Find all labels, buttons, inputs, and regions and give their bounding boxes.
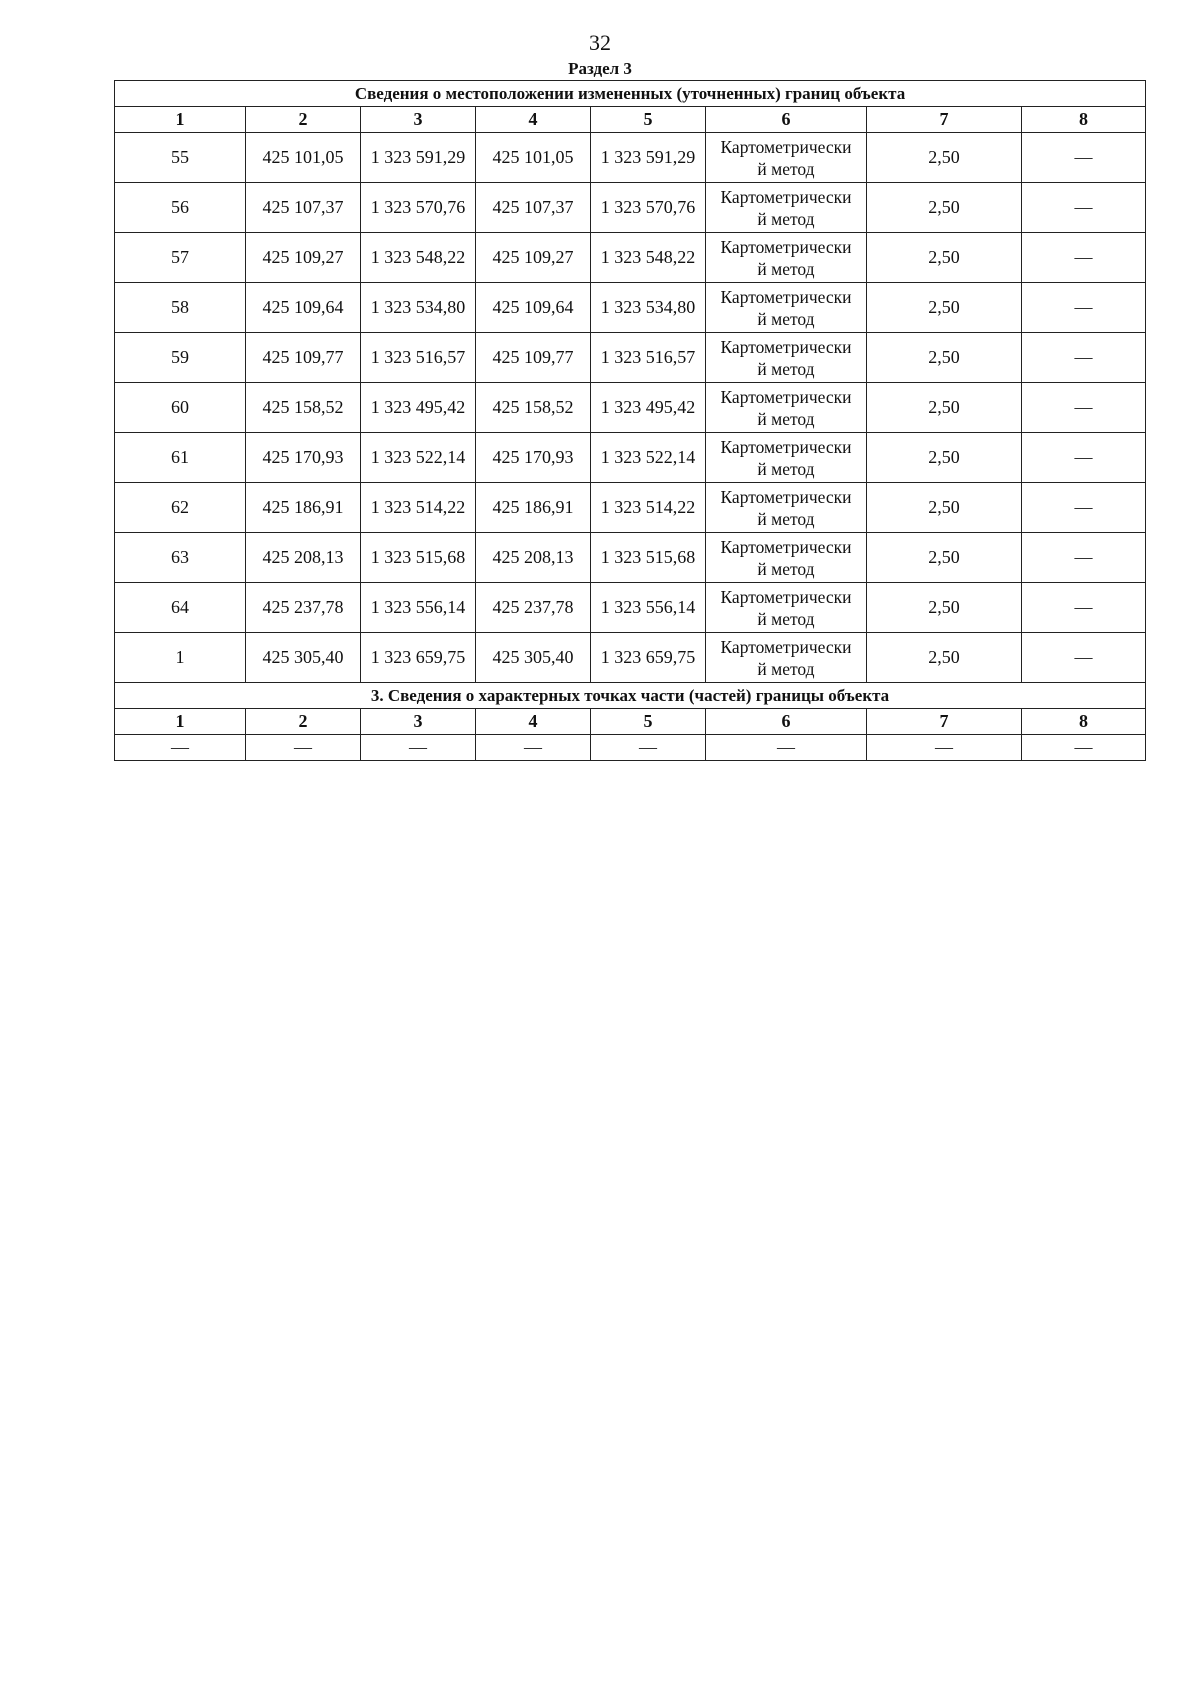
x-coordinate-existing-cell: 425 208,13	[246, 533, 361, 583]
point-number-cell: 56	[115, 183, 246, 233]
x-coordinate-existing-cell: 425 109,77	[246, 333, 361, 383]
point-number-cell: 64	[115, 583, 246, 633]
page-number: 32	[589, 30, 611, 55]
accuracy-cell: 2,50	[867, 583, 1022, 633]
column-number: 1	[115, 107, 246, 133]
note-cell: —	[1022, 133, 1146, 183]
x-coordinate-existing-cell: 425 186,91	[246, 483, 361, 533]
table-row	[115, 283, 1146, 333]
y-coordinate-refined-cell: 1 323 514,22	[591, 483, 706, 533]
column-number: 7	[867, 709, 1022, 735]
y-coordinate-existing-cell: 1 323 548,22	[361, 233, 476, 283]
x-coordinate-refined-cell: 425 109,77	[476, 333, 591, 383]
note-cell: —	[1022, 283, 1146, 333]
table-row	[115, 333, 1146, 383]
method-cell	[706, 583, 867, 633]
y-coordinate-existing-cell: 1 323 515,68	[361, 533, 476, 583]
y-coordinate-existing-cell: 1 323 534,80	[361, 283, 476, 333]
method-text-line1: Картометрически	[720, 236, 852, 257]
method-text-line1: Картометрически	[720, 536, 852, 557]
y-coordinate-refined-cell: 1 323 659,75	[591, 633, 706, 683]
column-number: 2	[246, 709, 361, 735]
column-number: 6	[706, 709, 867, 735]
accuracy-cell: 2,50	[867, 333, 1022, 383]
x-coordinate-refined-cell: 425 109,64	[476, 283, 591, 333]
method-cell	[706, 283, 867, 333]
method-text-line1: Картометрически	[720, 336, 852, 357]
accuracy-cell: 2,50	[867, 383, 1022, 433]
method-cell	[706, 183, 867, 233]
method-text-line2: й метод	[757, 558, 815, 579]
parts-column-number-row	[115, 709, 1146, 735]
table-row	[115, 533, 1146, 583]
note-cell: —	[1022, 233, 1146, 283]
accuracy-cell: 2,50	[867, 133, 1022, 183]
table-row	[115, 233, 1146, 283]
note-cell: —	[1022, 183, 1146, 233]
x-coordinate-existing-cell: 425 107,37	[246, 183, 361, 233]
column-number: 1	[115, 709, 246, 735]
note-cell: —	[1022, 533, 1146, 583]
x-coordinate-refined-cell: 425 101,05	[476, 133, 591, 183]
accuracy-cell: 2,50	[867, 233, 1022, 283]
column-number: 8	[1022, 107, 1146, 133]
empty-cell: —	[246, 735, 361, 761]
table-row	[115, 433, 1146, 483]
point-number-cell: 1	[115, 633, 246, 683]
method-cell	[706, 233, 867, 283]
table-row	[115, 633, 1146, 683]
y-coordinate-refined-cell: 1 323 522,14	[591, 433, 706, 483]
method-cell	[706, 383, 867, 433]
x-coordinate-existing-cell: 425 109,64	[246, 283, 361, 333]
point-number-cell: 55	[115, 133, 246, 183]
y-coordinate-existing-cell: 1 323 516,57	[361, 333, 476, 383]
point-number-cell: 60	[115, 383, 246, 433]
method-cell	[706, 133, 867, 183]
method-text-line2: й метод	[757, 658, 815, 679]
empty-cell: —	[361, 735, 476, 761]
x-coordinate-existing-cell: 425 237,78	[246, 583, 361, 633]
x-coordinate-existing-cell: 425 158,52	[246, 383, 361, 433]
table-caption-row	[115, 81, 1146, 107]
method-cell	[706, 633, 867, 683]
accuracy-cell: 2,50	[867, 183, 1022, 233]
table-row	[115, 583, 1146, 633]
method-text-line2: й метод	[757, 508, 815, 529]
x-coordinate-refined-cell: 425 109,27	[476, 233, 591, 283]
accuracy-cell: 2,50	[867, 283, 1022, 333]
column-number: 5	[591, 709, 706, 735]
y-coordinate-existing-cell: 1 323 556,14	[361, 583, 476, 633]
note-cell: —	[1022, 483, 1146, 533]
x-coordinate-refined-cell: 425 186,91	[476, 483, 591, 533]
column-number: 6	[706, 107, 867, 133]
point-number-cell: 62	[115, 483, 246, 533]
method-text-line1: Картометрически	[720, 136, 852, 157]
x-coordinate-refined-cell: 425 158,52	[476, 383, 591, 433]
accuracy-cell: 2,50	[867, 433, 1022, 483]
x-coordinate-existing-cell: 425 101,05	[246, 133, 361, 183]
note-cell: —	[1022, 383, 1146, 433]
accuracy-cell: 2,50	[867, 483, 1022, 533]
method-text-line1: Картометрически	[720, 436, 852, 457]
column-number: 3	[361, 709, 476, 735]
table-row	[115, 383, 1146, 433]
column-number: 7	[867, 107, 1022, 133]
table-caption: Сведения о местоположении измененных (уточненных) границ объекта	[115, 81, 1146, 107]
section-title: Раздел 3	[568, 59, 632, 78]
method-text-line2: й метод	[757, 158, 815, 179]
parts-caption-row	[115, 683, 1146, 709]
method-text-line1: Картометрически	[720, 286, 852, 307]
empty-cell: —	[476, 735, 591, 761]
empty-cell: —	[591, 735, 706, 761]
column-number-row	[115, 107, 1146, 133]
method-text-line1: Картометрически	[720, 386, 852, 407]
empty-cell: —	[1022, 735, 1146, 761]
y-coordinate-refined-cell: 1 323 534,80	[591, 283, 706, 333]
empty-cell: —	[115, 735, 246, 761]
point-number-cell: 61	[115, 433, 246, 483]
accuracy-cell: 2,50	[867, 633, 1022, 683]
column-number: 8	[1022, 709, 1146, 735]
method-text-line1: Картометрически	[720, 486, 852, 507]
parts-caption: 3. Сведения о характерных точках части (частей) границы объекта	[115, 683, 1146, 709]
x-coordinate-refined-cell: 425 107,37	[476, 183, 591, 233]
y-coordinate-existing-cell: 1 323 570,76	[361, 183, 476, 233]
x-coordinate-refined-cell: 425 305,40	[476, 633, 591, 683]
parts-empty-row	[115, 735, 1146, 761]
point-number-cell: 59	[115, 333, 246, 383]
method-text-line1: Картометрически	[720, 186, 852, 207]
y-coordinate-refined-cell: 1 323 570,76	[591, 183, 706, 233]
method-text-line2: й метод	[757, 308, 815, 329]
y-coordinate-refined-cell: 1 323 548,22	[591, 233, 706, 283]
method-text-line2: й метод	[757, 358, 815, 379]
point-number-cell: 57	[115, 233, 246, 283]
empty-cell: —	[867, 735, 1022, 761]
point-number-cell: 63	[115, 533, 246, 583]
method-text-line1: Картометрически	[720, 636, 852, 657]
column-number: 3	[361, 107, 476, 133]
table-row	[115, 483, 1146, 533]
y-coordinate-refined-cell: 1 323 495,42	[591, 383, 706, 433]
x-coordinate-existing-cell: 425 109,27	[246, 233, 361, 283]
y-coordinate-existing-cell: 1 323 591,29	[361, 133, 476, 183]
x-coordinate-existing-cell: 425 170,93	[246, 433, 361, 483]
x-coordinate-refined-cell: 425 237,78	[476, 583, 591, 633]
note-cell: —	[1022, 633, 1146, 683]
accuracy-cell: 2,50	[867, 533, 1022, 583]
note-cell: —	[1022, 583, 1146, 633]
y-coordinate-refined-cell: 1 323 556,14	[591, 583, 706, 633]
y-coordinate-existing-cell: 1 323 495,42	[361, 383, 476, 433]
method-cell	[706, 333, 867, 383]
table-row	[115, 133, 1146, 183]
column-number: 5	[591, 107, 706, 133]
y-coordinate-existing-cell: 1 323 659,75	[361, 633, 476, 683]
column-number: 4	[476, 709, 591, 735]
column-number: 2	[246, 107, 361, 133]
y-coordinate-refined-cell: 1 323 516,57	[591, 333, 706, 383]
y-coordinate-existing-cell: 1 323 514,22	[361, 483, 476, 533]
x-coordinate-existing-cell: 425 305,40	[246, 633, 361, 683]
point-number-cell: 58	[115, 283, 246, 333]
method-text-line2: й метод	[757, 408, 815, 429]
method-text-line2: й метод	[757, 458, 815, 479]
method-cell	[706, 433, 867, 483]
note-cell: —	[1022, 333, 1146, 383]
method-text-line2: й метод	[757, 258, 815, 279]
table-row	[115, 183, 1146, 233]
method-text-line1: Картометрически	[720, 586, 852, 607]
y-coordinate-refined-cell: 1 323 591,29	[591, 133, 706, 183]
note-cell: —	[1022, 433, 1146, 483]
column-number: 4	[476, 107, 591, 133]
method-cell	[706, 483, 867, 533]
boundary-table	[114, 80, 1146, 761]
method-text-line2: й метод	[757, 208, 815, 229]
method-text-line2: й метод	[757, 608, 815, 629]
x-coordinate-refined-cell: 425 208,13	[476, 533, 591, 583]
y-coordinate-existing-cell: 1 323 522,14	[361, 433, 476, 483]
x-coordinate-refined-cell: 425 170,93	[476, 433, 591, 483]
empty-cell: —	[706, 735, 867, 761]
y-coordinate-refined-cell: 1 323 515,68	[591, 533, 706, 583]
method-cell	[706, 533, 867, 583]
